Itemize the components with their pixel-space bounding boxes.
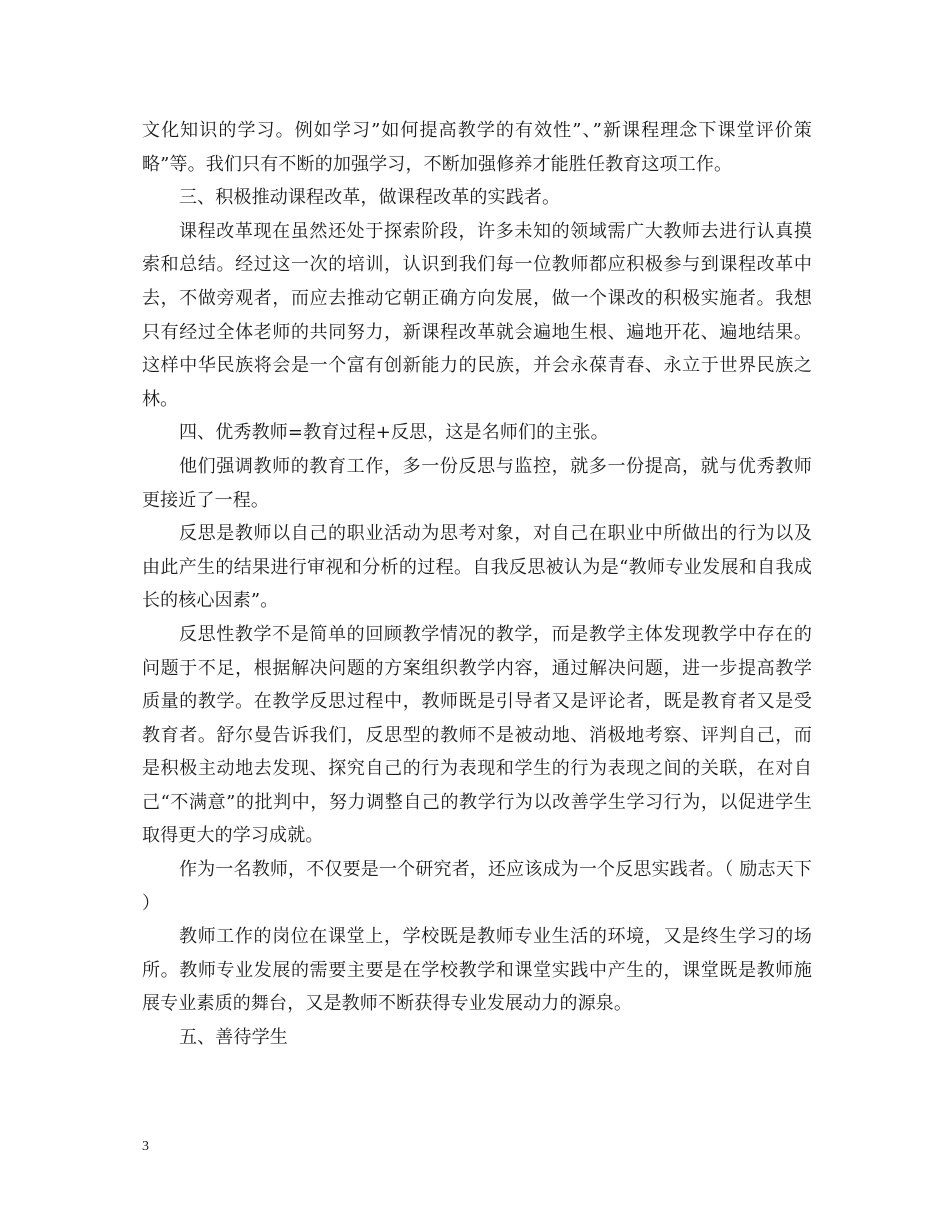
section-heading-5: 五、善待学生	[179, 1027, 288, 1049]
paragraph: 他们强调教师的教育工作，多一份反思与监控，就多一份提高，就与优秀教师更接近了一程。	[142, 455, 812, 511]
paragraph-continuation: 文化知识的学习。例如学习”如何提高教学的有效性”、”新课程理念下课堂评价策略”等。我们只有不断的加强学习，不断加强修养才能胜任教育这项工作。	[142, 120, 812, 175]
section-heading-4: 四、优秀教师=教育过程+反思，这是名师们的主张。	[179, 422, 609, 444]
paragraph: 教师工作的岗位在课堂上，学校既是教师专业生活的环境，又是终生学习的场所。教师专业发展的需要主要是在学校教学和课堂实践中产生的，课堂既是教师施展专业素质的舞台，又是教师不断获得专业发展动力的源泉。	[142, 926, 812, 1015]
page-number: 3	[142, 1139, 149, 1154]
section-heading-3: 三、积极推动课程改革，做课程改革的实践者。	[179, 187, 561, 209]
paragraph: 作为一名教师，不仅要是一个研究者，还应该成为一个反思实践者。（ 励志天下 ）	[142, 859, 812, 914]
paragraph: 课程改革现在虽然还处于探索阶段，许多未知的领域需广大教师去进行认真摸索和总结。经过这一次的培训，认识到我们每一位教师都应积极参与到课程改革中去，不做旁观者，而应去推动它朝正确方向发展，做一个课改的积极实施者。我想只有经过全体老师的共同努力，新课程改革就会遍地生根、遍地开花、遍地结果。这样中华民族将会是一个富有创新能力的民族，并会永葆青春、永立于世界民族之林。	[142, 220, 812, 410]
paragraph: 反思性教学不是简单的回顾教学情况的教学，而是教学主体发现教学中存在的问题于不足，根据解决问题的方案组织教学内容，通过解决问题，进一步提高教学质量的教学。在教学反思过程中，教师既是引导者又是评论者，既是教育者又是受教育者。舒尔曼告诉我们，反思型的教师不是被动地、消极地考察、评判自己，而是积极主动地去发现、探究自己的行为表现和学生的行为表现之间的关联，在对自己“不满意”的批判中，努力调整自己的教学行为以改善学生学习行为，以促进学生取得更大的学习成就。	[142, 623, 812, 847]
paragraph: 反思是教师以自己的职业活动为思考对象，对自己在职业中所做出的行为以及由此产生的结果进行审视和分析的过程。自我反思被认为是“教师专业发展和自我成长的核心因素”。	[142, 523, 812, 612]
document-body	[142, 114, 812, 1055]
